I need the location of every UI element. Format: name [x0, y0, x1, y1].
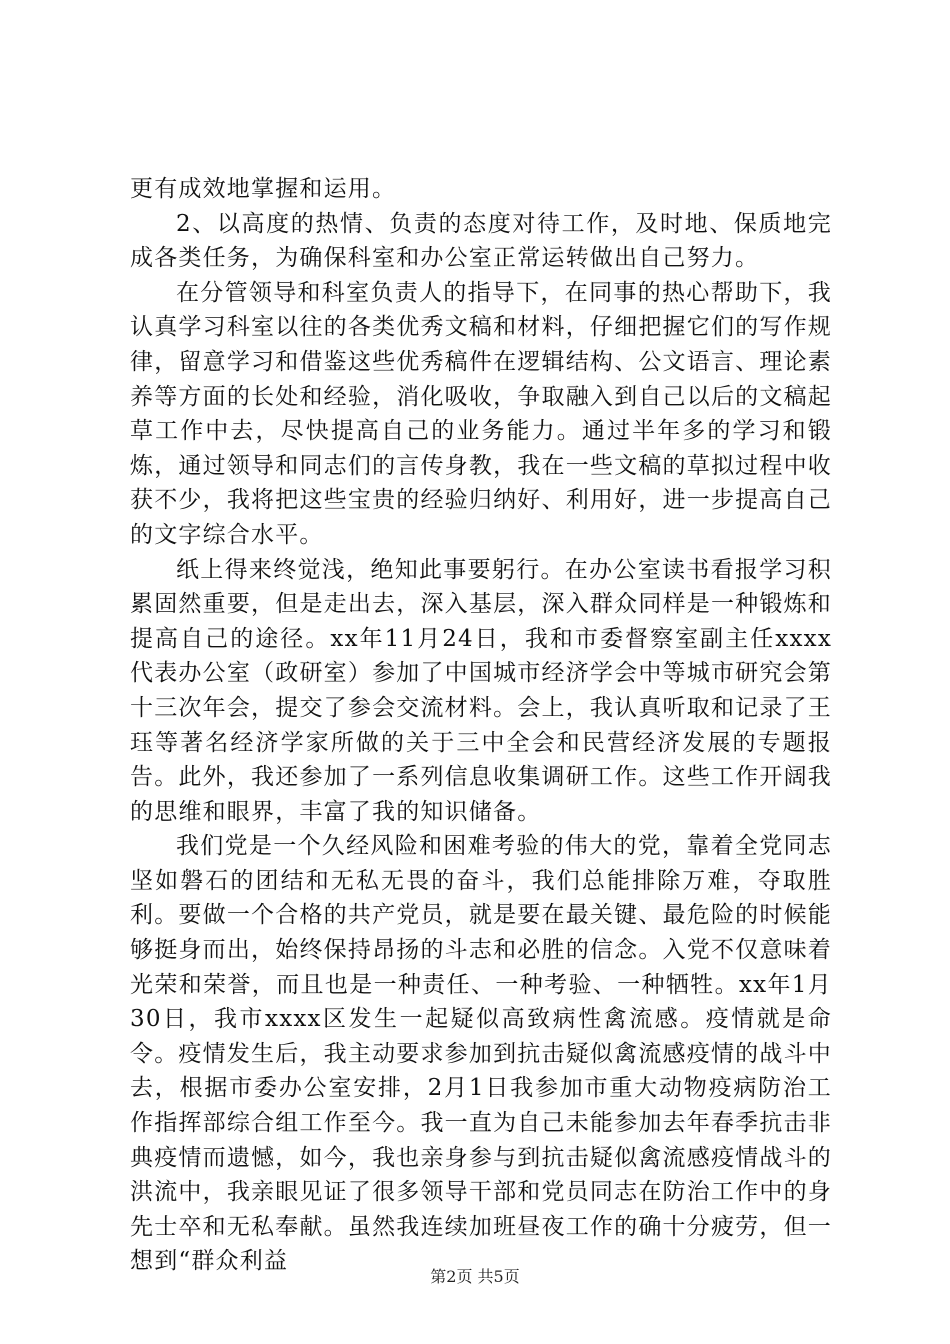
document-body — [130, 172, 832, 1279]
paragraph-continuation: 更有成效地掌握和运用。 — [130, 176, 397, 202]
paragraph-party: 我们党是一个久经风险和困难考验的伟大的党，靠着全党同志坚如磐石的团结和无私无畏的奋斗，我们总能排除万难，夺取胜利。要做一个合格的共产党员，就是要在最关键、最危险的时候能够挺身而出，始终保持昂扬的斗志和必胜的信念。入党不仅意味着光荣和荣誉，而且也是一种责任、一种考验、一种牺牲。xx年1月30日，我市xxxx区发生一起疑似高致病性禽流感。疫情就是命令。疫情发生后，我主动要求参加到抗击疑似禽流感疫情的战斗中去，根据市委办公室安排，2月1日我参加市重大动物疫病防治工作指挥部综合组工作至今。我一直为自己未能参加去年春季抗击非典疫情而遗憾，如今，我也亲身参与到抗击疑似禽流感疫情战斗的洪流中，我亲眼见证了很多领导干部和党员同志在防治工作中的身先士卒和无私奉献。虽然我连续加班昼夜工作的确十分疲劳，但一想到“群众利益 — [130, 833, 832, 1275]
paragraph-practice: 纸上得来终觉浅，绝知此事要躬行。在办公室读书看报学习积累固然重要，但是走出去，深入基层，深入群众同样是一种锻炼和提高自己的途径。xx年11月24日，我和市委督察室副主任xxxx代表办公室（政研室）参加了中国城市经济学会中等城市研究会第十三次年会，提交了参会交流材料。会上，我认真听取和记录了王珏等著名经济学家所做的关于三中全会和民营经济发展的专题报告。此外，我还参加了一系列信息收集调研工作。这些工作开阔我的思维和眼界，丰富了我的知识储备。 — [130, 556, 832, 825]
paragraph-item-2: 2、以高度的热情、负责的态度对待工作，及时地、保质地完成各类任务，为确保科室和办公室正常运转做出自己努力。 — [130, 210, 832, 272]
page-footer: 第2页 共5页 — [430, 1267, 520, 1286]
paragraph-study: 在分管领导和科室负责人的指导下，在同事的热心帮助下，我认真学习科室以往的各类优秀文稿和材料，仔细把握它们的写作规律，留意学习和借鉴这些优秀稿件在逻辑结构、公文语言、理论素养等方面的长处和经验，消化吸收，争取融入到自己以后的文稿起草工作中去，尽快提高自己的业务能力。通过半年多的学习和锻炼，通过领导和同志们的言传身教，我在一些文稿的草拟过程中收获不少，我将把这些宝贵的经验归纳好、利用好，进一步提高自己的文字综合水平。 — [130, 279, 832, 548]
